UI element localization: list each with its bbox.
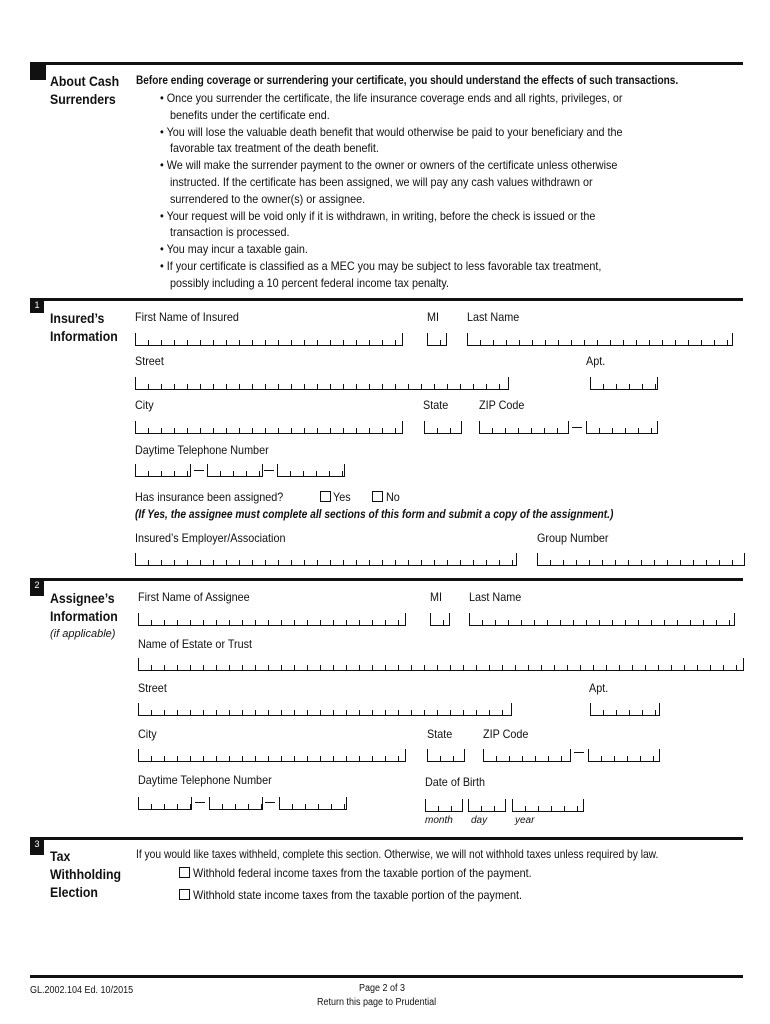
tax-intro: If you would like taxes withheld, complete this section. Otherwise, we will not withhold taxes unless required by law. <box>136 847 659 861</box>
bullet-line: • We will make the surrender payment to the owner or owners of the certificate unless otherwise <box>160 158 618 173</box>
phone-dash <box>265 802 275 803</box>
assignee-mi-label: MI <box>430 590 443 604</box>
assignee-phone-line-field[interactable] <box>279 797 347 810</box>
insured-zip-field[interactable] <box>479 421 569 434</box>
assignee-phone-area-field[interactable] <box>138 797 192 810</box>
withhold-federal-checkbox[interactable] <box>179 867 190 878</box>
assignee-zip-field[interactable] <box>483 749 571 762</box>
section1-rule <box>30 298 743 301</box>
section-marker <box>30 62 46 80</box>
assignee-phone-prefix-field[interactable] <box>209 797 263 810</box>
assigned-no-label: No <box>386 490 400 504</box>
withhold-state-checkbox[interactable] <box>179 889 190 900</box>
insured-phone-prefix-field[interactable] <box>207 464 263 477</box>
insured-street-label: Street <box>135 354 164 368</box>
insured-first-name-field[interactable] <box>135 333 403 346</box>
assignee-street-label: Street <box>138 681 167 695</box>
insured-phone-area-field[interactable] <box>135 464 191 477</box>
bullet-line: possibly including a 10 percent federal income tax penalty. <box>170 275 449 290</box>
phone-dash <box>195 802 205 803</box>
section2-subheading: (if applicable) <box>50 628 116 640</box>
dob-year-caption: year <box>515 815 535 826</box>
bullet-line: surrendered to the owner(s) or assignee. <box>170 191 366 206</box>
assigned-yes-checkbox[interactable] <box>320 491 331 502</box>
section2-rule <box>30 578 743 581</box>
dob-month-caption: month <box>425 815 453 826</box>
assignee-zip4-field[interactable] <box>588 749 660 762</box>
assignee-street-field[interactable] <box>138 703 512 716</box>
assignee-zip-label: ZIP Code <box>483 727 529 741</box>
insured-phone-line-field[interactable] <box>277 464 345 477</box>
section3-heading-line3: Election <box>50 884 98 900</box>
estate-field[interactable] <box>138 658 744 671</box>
estate-label: Name of Estate or Trust <box>138 637 253 651</box>
section3-heading-line2: Withholding <box>50 866 122 882</box>
insured-zip4-field[interactable] <box>586 421 658 434</box>
section1-heading-line2: Information <box>50 328 118 344</box>
insured-phone-label: Daytime Telephone Number <box>135 443 269 457</box>
section1-number: 1 <box>30 298 44 313</box>
form-id: GL.2002.104 Ed. 10/2015 <box>30 985 134 996</box>
dob-year-field[interactable] <box>512 799 584 812</box>
assigned-yes-label: Yes <box>333 490 351 504</box>
bullet-line: instructed. If the certificate has been assigned, we will pay any cash values withdrawn or <box>170 175 593 189</box>
insured-last-name-label: Last Name <box>467 310 520 324</box>
assignee-mi-field[interactable] <box>430 613 450 626</box>
insured-city-field[interactable] <box>135 421 403 434</box>
dob-day-field[interactable] <box>468 799 506 812</box>
insured-first-name-label: First Name of Insured <box>135 310 239 324</box>
about-heading-line1: About Cash <box>50 73 120 89</box>
assignee-state-field[interactable] <box>427 749 465 762</box>
page-number: Page 2 of 3 <box>359 983 406 994</box>
bullet-line: • Your request will be void only if it is withdrawn, in writing, before the check is issued or the <box>160 208 596 223</box>
bullet-line: benefits under the certificate end. <box>170 107 330 122</box>
about-heading-line2: Surrenders <box>50 91 116 107</box>
group-number-field[interactable] <box>537 553 745 566</box>
dob-label: Date of Birth <box>425 775 486 789</box>
withhold-federal-label: Withhold federal income taxes from the taxable portion of the payment. <box>193 866 532 880</box>
employer-label: Insured’s Employer/Association <box>135 531 286 545</box>
insured-street-field[interactable] <box>135 377 509 390</box>
dob-month-field[interactable] <box>425 799 463 812</box>
assignee-apt-label: Apt. <box>589 681 609 695</box>
assignee-first-name-field[interactable] <box>138 613 406 626</box>
insured-apt-label: Apt. <box>586 354 606 368</box>
dob-day-caption: day <box>471 815 488 826</box>
section2-heading-line2: Information <box>50 608 118 624</box>
section1-heading-line1: Insured’s <box>50 310 105 326</box>
zip-dash <box>574 752 584 753</box>
section3-rule <box>30 837 743 840</box>
insured-mi-label: MI <box>427 310 440 324</box>
bullet-line: • If your certificate is classified as a MEC you may be subject to less favorable tax treatment, <box>160 259 602 273</box>
assignee-first-name-label: First Name of Assignee <box>138 590 250 604</box>
about-intro: Before ending coverage or surrendering your certificate, you should understand the effects of such transactions. <box>136 73 679 87</box>
top-rule <box>30 62 743 65</box>
footer-rule <box>30 975 743 978</box>
assigned-note: (If Yes, the assignee must complete all sections of this form and submit a copy of the assignment.) <box>135 507 614 521</box>
assignee-phone-label: Daytime Telephone Number <box>138 773 272 787</box>
employer-field[interactable] <box>135 553 517 566</box>
assignee-city-label: City <box>138 727 157 741</box>
insured-state-label: State <box>423 398 449 412</box>
bullet-line: favorable tax treatment of the death benefit. <box>170 141 379 156</box>
insured-mi-field[interactable] <box>427 333 447 346</box>
assignee-city-field[interactable] <box>138 749 406 762</box>
assigned-no-checkbox[interactable] <box>372 491 383 502</box>
bullet-line: transaction is processed. <box>170 225 290 240</box>
insured-city-label: City <box>135 398 154 412</box>
insured-last-name-field[interactable] <box>467 333 733 346</box>
bullet-line: • You will lose the valuable death benefit that would otherwise be paid to your beneficiary and the <box>160 124 623 139</box>
assignee-apt-field[interactable] <box>590 703 660 716</box>
withhold-state-label: Withhold state income taxes from the taxable portion of the payment. <box>193 888 522 902</box>
insured-state-field[interactable] <box>424 421 462 434</box>
phone-dash <box>264 470 274 471</box>
section2-number: 2 <box>30 578 44 596</box>
group-number-label: Group Number <box>537 531 609 545</box>
assignee-last-name-field[interactable] <box>469 613 735 626</box>
return-instruction: Return this page to Prudential <box>317 997 437 1008</box>
phone-dash <box>194 470 204 471</box>
zip-dash <box>572 427 582 428</box>
section3-heading-line1: Tax <box>50 848 71 864</box>
section2-heading-line1: Assignee’s <box>50 590 115 606</box>
insured-apt-field[interactable] <box>590 377 658 390</box>
assigned-question: Has insurance been assigned? <box>135 490 284 504</box>
assignee-last-name-label: Last Name <box>469 590 522 604</box>
section3-number: 3 <box>30 837 44 855</box>
bullet-line: • Once you surrender the certificate, the life insurance coverage ends and all rights, privileges, or <box>160 91 623 105</box>
assignee-state-label: State <box>427 727 453 741</box>
insured-zip-label: ZIP Code <box>479 398 525 412</box>
bullet-line: • You may incur a taxable gain. <box>160 242 308 257</box>
